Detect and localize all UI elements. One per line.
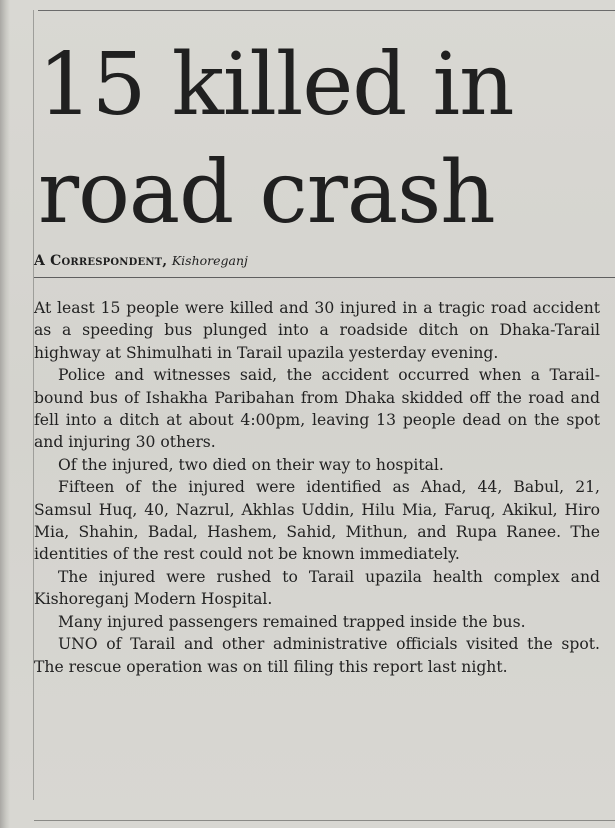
paragraph-3: Of the injured, two died on their way to hospital.: [58, 455, 444, 474]
article-body: [34, 297, 600, 678]
paragraph-6: Many injured passengers remained trapped inside the bus.: [58, 612, 526, 631]
page-edge-shadow: [0, 0, 10, 828]
byline-rule: [34, 277, 615, 278]
headline: 15 killed in road crash: [38, 35, 514, 243]
byline-author: A Correspondent,: [34, 253, 168, 269]
paragraph-5: The injured were rushed to Tarail upazila health complex and Kishoreganj Modern Hospital.: [34, 567, 600, 609]
bottom-rule: [34, 820, 615, 821]
byline-place: Kishoreganj: [171, 253, 248, 268]
top-rule: [38, 10, 615, 11]
paragraph-7: UNO of Tarail and other administrative officials visited the spot. The rescue operation was on till filing this report last night.: [34, 635, 600, 676]
paragraph-4: Fifteen of the injured were identified as Ahad, 44, Babul, 21, Samsul Huq, 40, Nazrul, Akhlas Uddin, Hilu Mia, Faruq, Akikul, Hiro Mia, Shahin, Badal, Hashem, Sahid, Mithun, and Rupa Ranee. The identities of the rest could not be known immediately.: [34, 478, 600, 564]
paragraph-1: At least 15 people were killed and 30 injured in a tragic road accident as a speeding bus plunged into a roadside ditch on Dhaka-Tarail highway at Shimulhati in Tarail upazila yesterday evening.: [34, 299, 600, 362]
paragraph-2: Police and witnesses said, the accident occurred when a Tarail-bound bus of Ishakha Paribahan from Dhaka skidded off the road and fell into a ditch at about 4:00pm, leaving 13 people dead on the spot and injuring 30 others.: [34, 366, 600, 452]
byline: [34, 252, 594, 270]
